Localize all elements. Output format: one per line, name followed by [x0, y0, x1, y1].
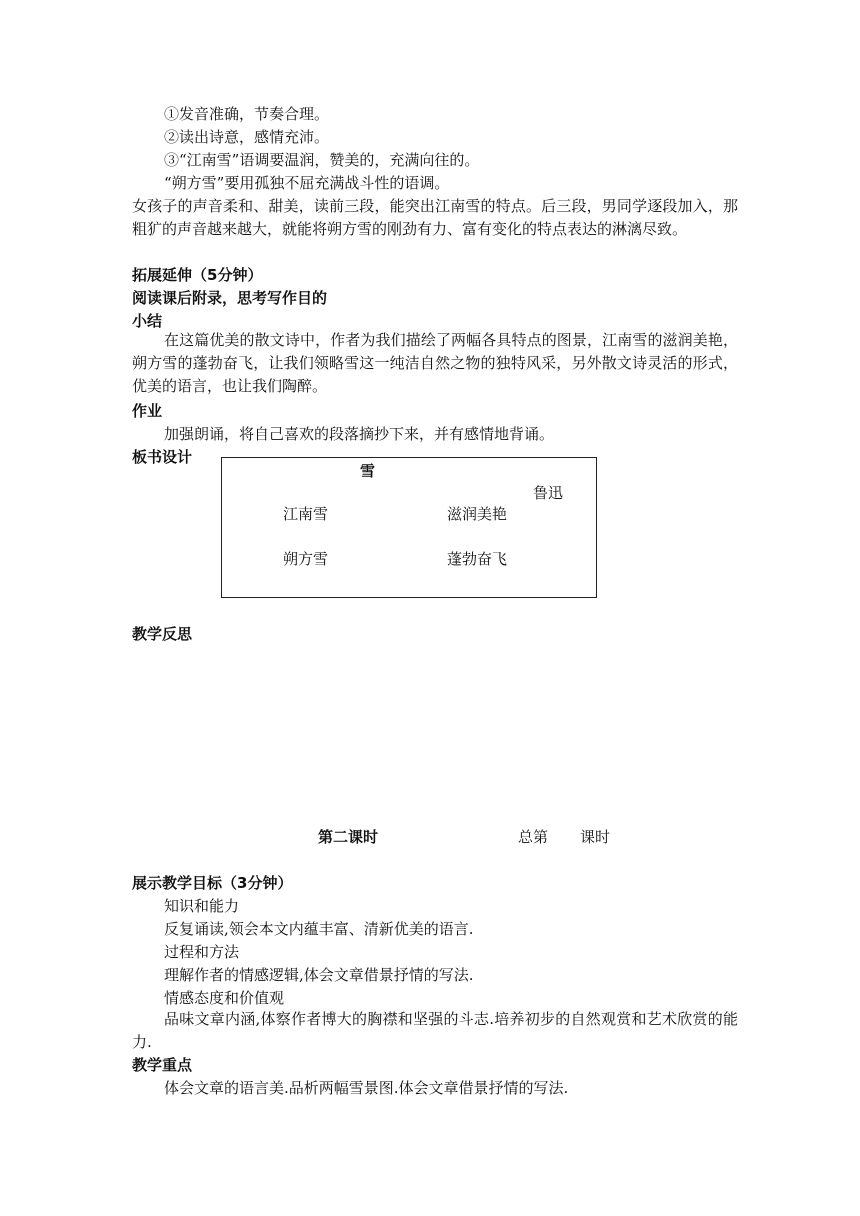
- reflection-heading: 教学反思: [132, 625, 193, 643]
- lesson2-title: 第二课时: [318, 828, 379, 846]
- lesson2-total-label: 总第: [518, 828, 549, 846]
- reading-item-3: ③“江南雪”语调要温润，赞美的，充满向往的。: [164, 151, 480, 169]
- homework-text: 加强朗诵，将自己喜欢的段落摘抄下来，并有感情地背诵。: [164, 425, 555, 443]
- reading-paragraph: 女孩子的声音柔和、甜美，读前三段，能突出江南雪的特点。后三段，男同学逐段加入，那粗犷的声音越来越大，就能将朔方雪的刚劲有力、富有变化的特点表达的淋漓尽致。: [132, 197, 738, 238]
- board-design-box: [221, 457, 597, 598]
- knowledge-label: 知识和能力: [164, 897, 240, 915]
- emotion-label: 情感态度和价值观: [164, 989, 285, 1007]
- reading-item-2: ②读出诗意，感情充沛。: [164, 128, 330, 146]
- key-text: 体会文章的语言美.品析两幅雪景图.体会文章借景抒情的写法.: [164, 1079, 569, 1097]
- board-row2-right: 蓬勃奋飞: [447, 550, 508, 568]
- process-text: 理解作者的情感逻辑,体会文章借景抒情的写法.: [164, 966, 474, 984]
- board-heading: 板书设计: [132, 448, 193, 466]
- board-row2-left: 朔方雪: [283, 550, 329, 568]
- knowledge-text: 反复诵读,领会本文内蕴丰富、清新优美的语言.: [164, 920, 474, 938]
- board-author: 鲁迅: [533, 484, 564, 502]
- extension-heading: 拓展延伸（5分钟）: [132, 266, 263, 284]
- board-title: 雪: [360, 462, 376, 480]
- homework-heading: 作业: [132, 402, 163, 420]
- emotion-text: 品味文章内涵,体察作者博大的胸襟和坚强的斗志.培养初步的自然观赏和艺术欣赏的能力.: [132, 1010, 738, 1051]
- process-label: 过程和方法: [164, 943, 240, 961]
- summary-text: 在这篇优美的散文诗中，作者为我们描绘了两幅各具特点的图景，江南雪的滋润美艳，朔方雪的蓬勃奋飞，让我们领略雪这一纯洁自然之物的独特风采，另外散文诗灵活的形式，优美的语言，也让我们陶醉。: [132, 331, 738, 395]
- lesson2-period-label: 课时: [580, 828, 611, 846]
- summary-heading: 小结: [132, 312, 163, 330]
- key-heading: 教学重点: [132, 1056, 193, 1074]
- reading-item-1: ①发音准确，节奏合理。: [164, 105, 330, 123]
- goals-heading: 展示教学目标（3分钟）: [132, 874, 293, 892]
- board-row1-right: 滋润美艳: [447, 505, 508, 523]
- extension-task: 阅读课后附录，思考写作目的: [132, 289, 328, 307]
- reading-item-4: “朔方雪”要用孤独不屈充满战斗性的语调。: [164, 174, 450, 192]
- board-row1-left: 江南雪: [283, 505, 329, 523]
